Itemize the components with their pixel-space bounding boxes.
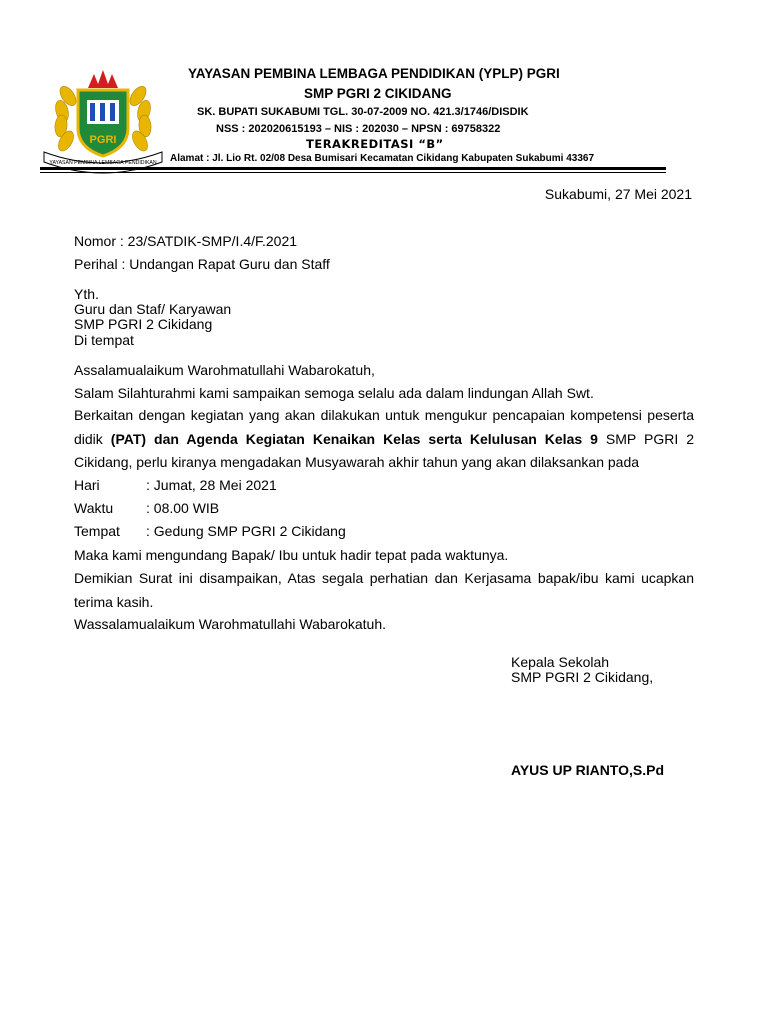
signer-name: AYUS UP RIANTO,S.Pd [511,762,665,778]
invitation-text: Maka kami mengundang Bapak/ Ibu untuk hadir tepat pada waktunya. [74,547,509,563]
schedule-value: : Jumat, 28 Mei 2021 [146,477,277,493]
signature-school: SMP PGRI 2 Cikidang, [511,669,654,685]
schedule-row [74,523,346,539]
schedule-label: Waktu [74,500,114,516]
schedule-value: : Gedung SMP PGRI 2 Cikidang [146,523,346,539]
logo-emblem-text: PGRI [89,134,117,146]
school-address: Alamat : Jl. Lio Rt. 02/08 Desa Bumisari Kecamatan Cikidang Kabupaten Sukabumi 43367 [170,153,595,164]
closing-paragraph [74,567,694,614]
closing-line: Demikian Surat ini disampaikan, Atas segala perhatian dan Kerjasama bapak/ibu kami ucapkan [74,570,694,586]
schedule-row [74,500,219,516]
logo-banner-text: YAYASAN PEMBINA LEMBAGA PENDIDIKAN [49,160,157,166]
body-text: didik [74,430,111,447]
letter-number: Nomor : 23/SATDIK-SMP/I.4/F.2021 [74,233,298,249]
school-ids: NSS : 202020615193 – NIS : 202030 – NPSN : 69758322 [216,123,501,135]
event-highlight: (PAT) dan Agenda Kegiatan Kenaikan Kelas serta Kelulusan Kelas 9 [110,430,598,447]
recipient-line: Guru dan Staf/ Karyawan [74,301,232,317]
letterhead-rule-thick [40,167,666,170]
signature-title: Kepala Sekolah [511,654,610,670]
decree-line: SK. BUPATI SUKABUMI TGL. 30-07-2009 NO. 421.3/1746/DISDIK [197,106,529,118]
farewell: Wassalamualaikum Warohmatullahi Wabarokatuh. [74,616,387,632]
body-paragraph: Salam Silahturahmi kami sampaikan semoga selalu ada dalam lindungan Allah Swt. [74,385,594,401]
accreditation: TERAKREDITASI “B” [306,137,444,151]
greeting: Assalamualaikum Warohmatullahi Wabarokatuh, [74,362,375,378]
place-date: Sukabumi, 27 Mei 2021 [544,186,692,202]
schedule-value: : 08.00 WIB [146,500,220,516]
closing-line: terima kasih. [74,593,154,610]
body-paragraph-main [74,404,694,475]
foundation-name: YAYASAN PEMBINA LEMBAGA PENDIDIKAN (YPLP) PGRI [188,66,560,81]
recipient-line: SMP PGRI 2 Cikidang [74,316,213,332]
recipient-salutation: Yth. [74,286,99,302]
schedule-label: Hari [74,477,100,493]
school-name: SMP PGRI 2 CIKIDANG [304,86,452,101]
body-text: SMP PGRI 2 [597,430,694,447]
body-line: Berkaitan dengan kegiatan yang akan dilakukan untuk mengukur pencapaian kompetensi peserta [74,407,694,423]
schedule-label: Tempat [74,523,120,539]
pgri-logo [38,66,168,176]
schedule-row [74,477,277,493]
body-line-bold [74,428,694,452]
letterhead-rule-thin [40,172,666,173]
body-line: Cikidang, perlu kiranya mengadakan Musyawarah akhir tahun yang akan dilaksankan pada [74,454,640,470]
recipient-line: Di tempat [74,332,134,348]
letter-subject: Perihal : Undangan Rapat Guru dan Staff [74,256,330,272]
